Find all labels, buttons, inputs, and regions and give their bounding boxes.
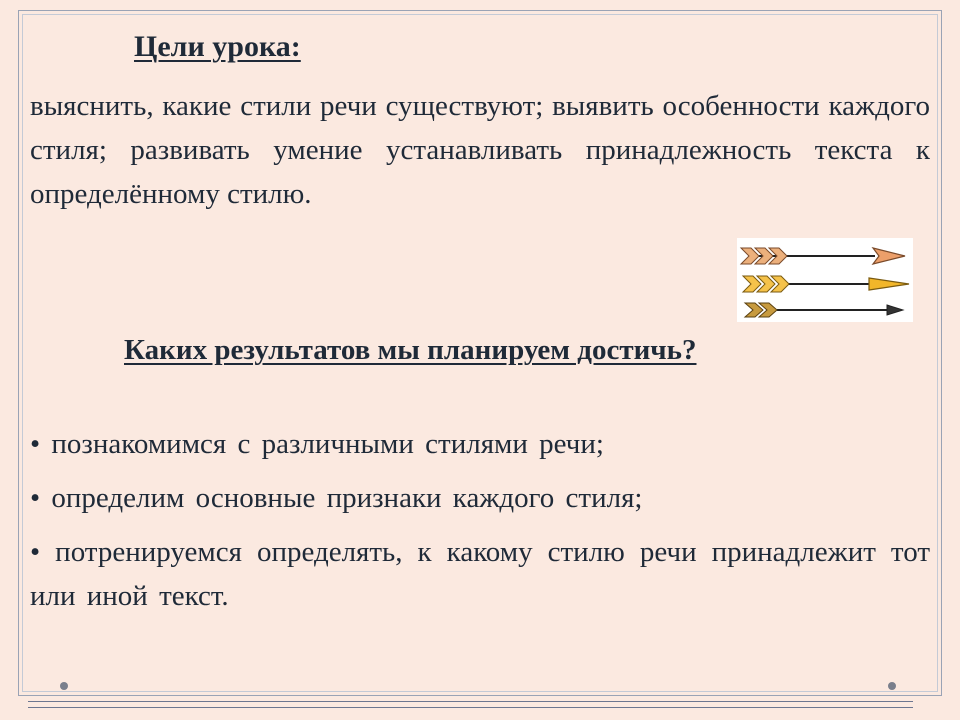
result-bullet-item: • потренируемся определять, к какому стилю речи принадлежит тот или иной текст. (30, 536, 930, 612)
bottom-divider (28, 701, 913, 702)
lesson-goals-text: выяснить, какие стили речи существуют; выявить особенности каждого стиля; развивать умение устанавливать принадлежность текста к определённому стилю. (30, 90, 930, 210)
lesson-goals-heading: Цели урока: (134, 30, 301, 63)
bullet-dot-decoration (60, 682, 68, 690)
arrows-icon (737, 238, 913, 322)
bullet-dot-decoration (888, 682, 896, 690)
results-heading: Каких результатов мы планируем достичь? (124, 334, 697, 366)
bottom-divider (28, 707, 913, 708)
result-bullet-item: • определим основные признаки каждого стиля; (30, 482, 643, 514)
result-bullet-item: • познакомимся с различными стилями речи; (30, 428, 604, 460)
